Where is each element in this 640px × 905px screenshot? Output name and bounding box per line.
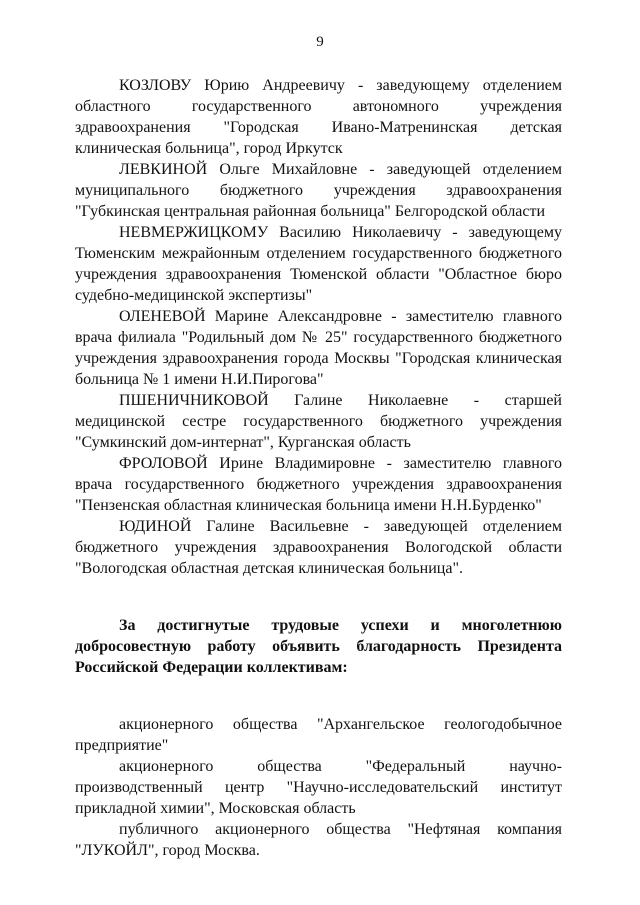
collective-paragraph: акционерного общества "Федеральный научно-производственный центр "Научно-исследовательский институт прикладной химии", Московская область — [75, 758, 562, 817]
document-body — [75, 75, 562, 861]
collective-paragraph: акционерного общества "Архангельское геологодобычное предприятие" — [75, 716, 562, 754]
awardee-paragraph: ФРОЛОВОЙ Ирине Владимировне - заместителю главного врача государственного бюджетного учреждения здравоохранения "Пензенская областная клиническая больница имени Н.Н.Бурденко" — [75, 455, 562, 514]
awardee-paragraph: КОЗЛОВУ Юрию Андреевичу - заведующему отделением областного государственного автономного учреждения здравоохранения "Городская Ивано-Матренинская детская клиническая больница", город Иркутск — [75, 77, 562, 157]
collective-paragraph: публичного акционерного общества "Нефтяная компания "ЛУКОЙЛ", город Москва. — [75, 821, 562, 859]
collectives-list — [75, 714, 562, 861]
section-heading: За достигнутые трудовые успехи и многолетнюю добросовестную работу объявить благодарность Президента Российской Федерации коллективам: — [75, 617, 562, 676]
awardee-paragraph: ПШЕНИЧНИКОВОЙ Галине Николаевне - старшей медицинской сестре государственного бюджетного учреждения "Сумкинский дом-интернат", Курганская область — [75, 392, 562, 451]
awardee-paragraph: ОЛЕНЕВОЙ Марине Александровне - заместителю главного врача филиала "Родильный дом № 25" государственного бюджетного учреждения здравоохранения города Москвы "Городская клиническая больница № 1 имени Н.И.Пирогова" — [75, 308, 562, 388]
awardee-paragraph: ЛЕВКИНОЙ Ольге Михайловне - заведующей отделением муниципального бюджетного учреждения здравоохранения "Губкинская центральная районная больница" Белгородской области — [75, 161, 562, 220]
awardee-paragraph: ЮДИНОЙ Галине Васильевне - заведующей отделением бюджетного учреждения здравоохранения Вологодской области "Вологодская областная детская клиническая больница". — [75, 518, 562, 577]
page-number: 9 — [316, 34, 324, 50]
awardee-paragraph: НЕВМЕРЖИЦКОМУ Василию Николаевичу - заведующему Тюменским межрайонным отделением государственного бюджетного учреждения здравоохранения Тюменской области "Областное бюро судебно-медицинской экспертизы" — [75, 224, 562, 304]
